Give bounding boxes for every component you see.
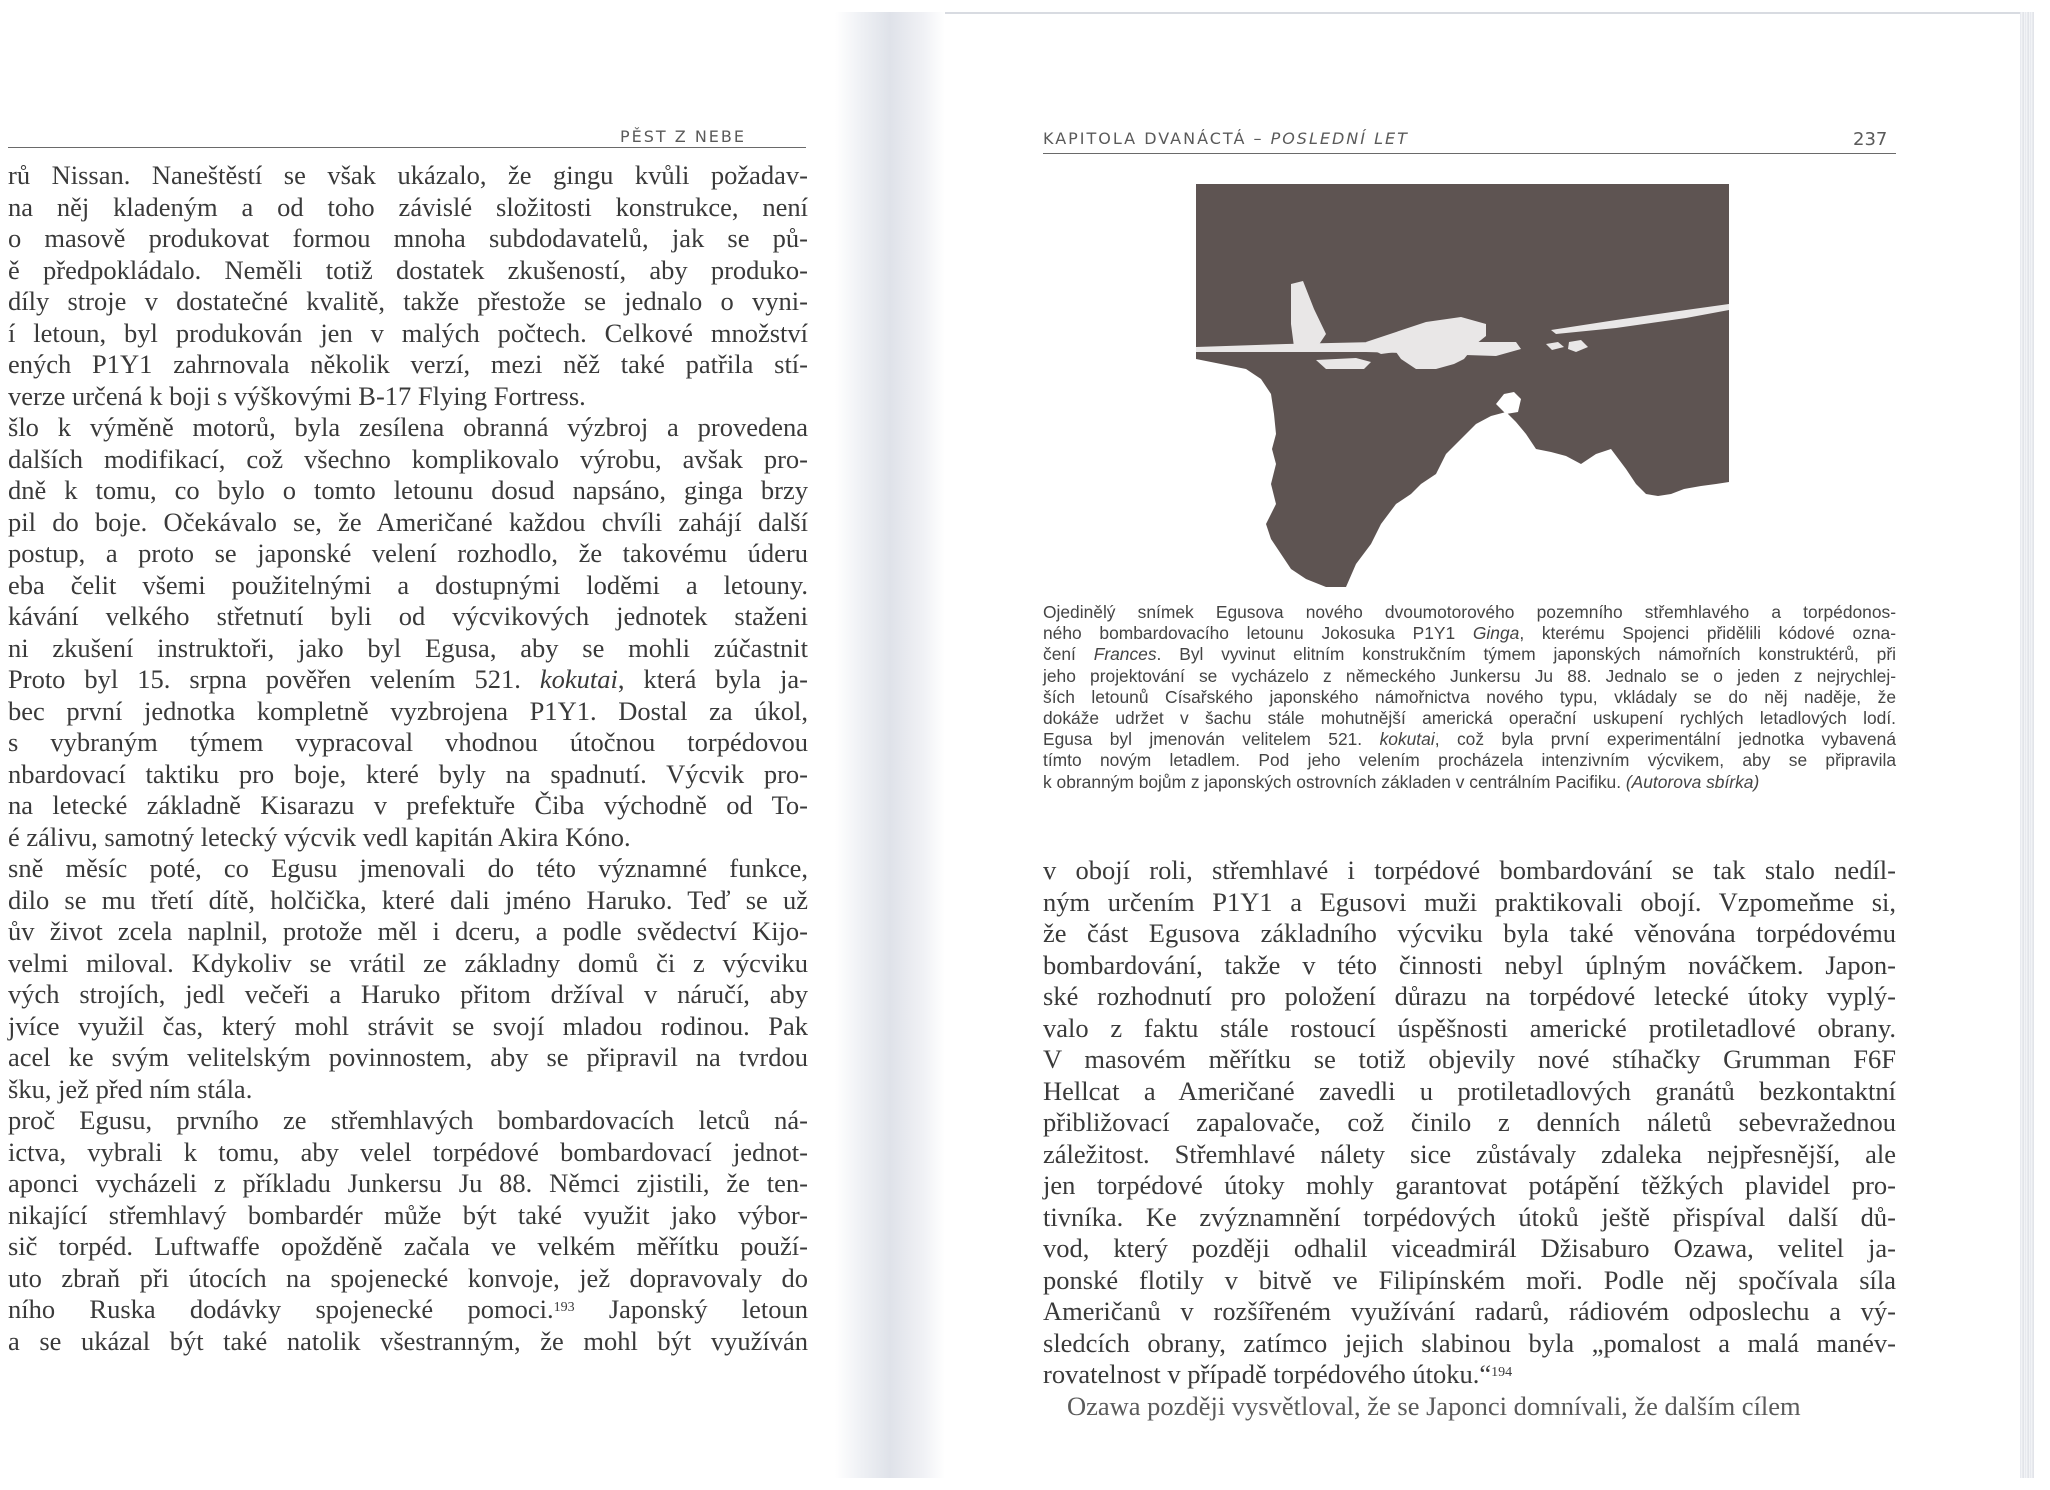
- text-line: přibližovací zapalovače, což činilo z denních náletů sebevražednou: [1043, 1107, 1896, 1137]
- text-line: sledcích obrany, zatímco jejich slabinou byla „pomalost a malá manév-: [1043, 1327, 1896, 1358]
- caption-line: Ojedinělý snímek Egusova nového dvoumotorového pozemního střemhlavého a torpédonos-: [1043, 602, 1896, 622]
- book-gutter: [835, 12, 945, 1478]
- caption-italic: kokutai: [1379, 729, 1435, 750]
- caption-line: tímto novým letadlem. Pod jeho velením procházela intenzivním výcvikem, aby se připravila: [1043, 750, 1896, 771]
- text-line: ního Ruska dodávky spojenecké pomoci.$^{193}$ Japonský letoun: [8, 1294, 809, 1324]
- text-line: ným určením P1Y1 a Egusovi muži praktikovali obojí. Vzpomeňme si,: [1043, 886, 1896, 917]
- text-line: vod, který později odhalil viceadmirál Džisaburo Ozawa, velitel ja-: [1043, 1233, 1896, 1263]
- caption-line: ného bombardovacího letounu Jokosuka P1Y1 Ginga, kterému Spojenci přidělili kódové ozna-: [1043, 623, 1896, 644]
- photo-image: [1196, 184, 1729, 587]
- text-line: dilo se mu třetí dítě, holčička, které dali jméno Haruko. Teď se už: [8, 884, 808, 915]
- caption-line: dokáže udržet v šachu stále mohutnější americká operační uskupení rychlých letadlových lodí.: [1043, 707, 1896, 728]
- text-line: na letecké základně Kisarazu v prefektuře Čiba východně od To-: [8, 790, 808, 820]
- text-line: bombardování, takže v této činnosti nebyl úplným nováčkem. Japon-: [1043, 949, 1896, 980]
- text-line: ponské flotily v bitvě ve Filipínském moři. Podle něj spočívala síla: [1043, 1264, 1896, 1295]
- text-line: valo z faktu stále rostoucí úspěšnosti americké protiletadlové obrany.: [1043, 1012, 1896, 1043]
- right-page-body: [1043, 855, 1896, 1422]
- footnote-ref: 194: [1491, 1365, 1513, 1380]
- text-line: jvíce využil čas, který mohl strávit se svojí mladou rodinou. Pak: [8, 1010, 808, 1041]
- text-line: rů Nissan. Naneštěstí se však ukázalo, že gingu kvůli požadav-: [8, 160, 808, 190]
- caption-italic: Frances: [1093, 644, 1157, 665]
- text-line: šku, jež před ním stála.: [8, 1073, 253, 1104]
- caption-line: jeho projektování se vycházelo z německého Junkersu Ju 88. Jednalo se o jeden z nejrychlej-: [1043, 665, 1896, 686]
- text-line: Proto byl 15. srpna pověřen velením 521. kokutai, která byla ja-: [8, 664, 808, 694]
- text-line: šlo k výměně motorů, byla zesílena obranná výzbroj a provedena: [8, 412, 808, 442]
- running-head-left: PĚST Z NEBE: [620, 127, 746, 146]
- text-line: nbardovací taktiku pro boje, které byly na spadnutí. Výcvik pro-: [8, 758, 808, 789]
- text-line: aponci vycházeli z příkladu Junkersu Ju 88. Němci zjistili, že ten-: [8, 1168, 808, 1198]
- text-line: nikající střemhlavý bombardér může být také využit jako výbor-: [8, 1199, 808, 1230]
- footnote-ref: 193: [553, 1300, 575, 1315]
- caption-line: Egusa byl jmenován velitelem 521. kokutai, což byla první experimentální jednotka vybavená: [1043, 729, 1896, 750]
- text-line: ni zkušení instruktoři, jako byl Egusa, aby se mohli zúčastnit: [8, 632, 808, 663]
- left-page-body: [8, 160, 808, 1357]
- text-line: bec první jednotka kompletně vyzbrojena P1Y1. Dostal za úkol,: [8, 695, 808, 726]
- text-line: V masovém měřítku se totiž objevily nové stíhačky Grumman F6F: [1043, 1044, 1896, 1074]
- header-rule-left: [8, 147, 806, 148]
- text-line: kávání velkého střetnutí byli od výcvikových jednotek staženi: [8, 601, 808, 631]
- text-line: acel ke svým velitelským povinnostem, aby se připravil na tvrdou: [8, 1042, 808, 1072]
- aircraft-photo: [1196, 184, 1729, 587]
- text-line: rovatelnost v případě torpédového útoku.“$^{194}$: [1043, 1359, 1513, 1389]
- text-line: postup, a proto se japonské velení rozhodlo, že takovému úderu: [8, 538, 808, 568]
- text-line: ské rozhodnutí pro položení důrazu na torpédové letecké útoky vyplý-: [1043, 981, 1896, 1011]
- text-line: pil do boje. Očekávalo se, že Američané každou chvíli zahájí další: [8, 506, 808, 537]
- text-line: s vybraným týmem vypracoval vhodnou útočnou torpédovou: [8, 727, 808, 757]
- text-line: v obojí roli, střemhlavé i torpédové bombardování se tak stalo nedíl-: [1043, 855, 1896, 885]
- text-line: na něj kladeným a od toho závislé složitosti konstrukce, není: [8, 191, 808, 222]
- text-line: záležitost. Střemhlavé nálety sice zůstávaly zdaleka nejpřesnější, ale: [1043, 1138, 1896, 1169]
- chapter-title: POSLEDNÍ LET: [1270, 129, 1409, 148]
- text-line: velmi miloval. Kdykoliv se vrátil ze základny domů či z výcviku: [8, 947, 808, 978]
- text-line: tivníka. Ke zvýznamnění torpédových útoků ještě přispíval další dů-: [1043, 1201, 1896, 1232]
- text-line: Hellcat a Američané zavedli u protiletadlových granátů bezkontaktní: [1043, 1075, 1896, 1106]
- text-line: že část Egusova základního výcviku byla také věnována torpédovému: [1043, 918, 1896, 948]
- text-line: ictva, vybrali k tomu, aby velel torpédové bombardovací jednot-: [8, 1136, 808, 1167]
- text-line: díly stroje v dostatečné kvalitě, takže přestože se jednalo o vyni-: [8, 286, 808, 316]
- text-line: o masově produkovat formou mnoha subdodavatelů, jak se pů-: [8, 223, 808, 253]
- chapter-label: KAPITOLA DVANÁCTÁ –: [1043, 129, 1271, 148]
- text-line: jen torpédové útoky mohly garantovat potápění těžkých plavidel pro-: [1043, 1170, 1896, 1200]
- photo-caption: [1043, 602, 1896, 793]
- text-line: Ozawa později vysvětloval, že se Japonci domnívali, že dalším cílem: [1067, 1390, 1801, 1421]
- caption-italic: Ginga: [1472, 623, 1520, 644]
- caption-italic: (Autorova sbírka): [1625, 771, 1760, 792]
- page-number: 237: [1853, 129, 1888, 150]
- text-line: a se ukázal být také natolik všestranným, že mohl být využíván: [8, 1325, 808, 1356]
- caption-line: čení Frances. Byl vyvinut elitním konstrukčním týmem japonských námořních konstruktérů, při: [1043, 644, 1897, 665]
- text-line: vých strojích, jedl večeři a Haruko přitom držíval v náručí, aby: [8, 979, 808, 1009]
- text-line: dně k tomu, co bylo o tomto letounu dosud napsáno, ginga brzy: [8, 475, 808, 505]
- text-line: dalších modifikací, což všechno komplikovalo výrobu, avšak pro-: [8, 443, 808, 474]
- caption-line: k obranným bojům z japonských ostrovních základen v centrálním Pacifiku. (Autorova sbírka): [1043, 771, 1760, 792]
- text-line: ův život zcela naplnil, protože měl i dceru, a podle svědectví Kijo-: [8, 916, 808, 946]
- text-line: ě předpokládalo. Neměli totiž dostatek zkušeností, aby produko-: [8, 254, 808, 285]
- text-line: ených P1Y1 zahrnovala několik verzí, mezi něž také patřila stí-: [8, 349, 808, 379]
- text-line: verze určená k boji s výškovými B-17 Flying Fortress.: [8, 380, 586, 411]
- running-head-right: [1043, 129, 1409, 148]
- text-line: uto zbraň při útocích na spojenecké konvoje, jež dopravovaly do: [8, 1262, 808, 1293]
- italic-term: kokutai: [539, 664, 618, 694]
- header-rule-right: [1043, 153, 1896, 154]
- text-line: í letoun, byl produkován jen v malých počtech. Celkové množství: [8, 317, 808, 348]
- text-line: é zálivu, samotný letecký výcvik vedl kapitán Akira Kóno.: [8, 821, 631, 852]
- page-edges: [2020, 12, 2034, 1478]
- text-line: sič torpéd. Luftwaffe opožděně začala ve velkém měřítku použí-: [8, 1231, 808, 1261]
- text-line: proč Egusu, prvního ze střemhlavých bombardovacích letců ná-: [8, 1105, 808, 1135]
- text-line: eba čelit všemi použitelnými a dostupnými loděmi a letouny.: [8, 569, 808, 600]
- caption-line: ších letounů Císařského japonského námořnictva nového typu, vkládaly se do něj naděje, že: [1043, 686, 1896, 707]
- text-line: sně měsíc poté, co Egusu jmenovali do této významné funkce,: [8, 853, 808, 883]
- left-page: [0, 0, 860, 1478]
- text-line: Američanů v rozšířeném využívání radarů, rádiovém odposlechu a vý-: [1043, 1296, 1896, 1326]
